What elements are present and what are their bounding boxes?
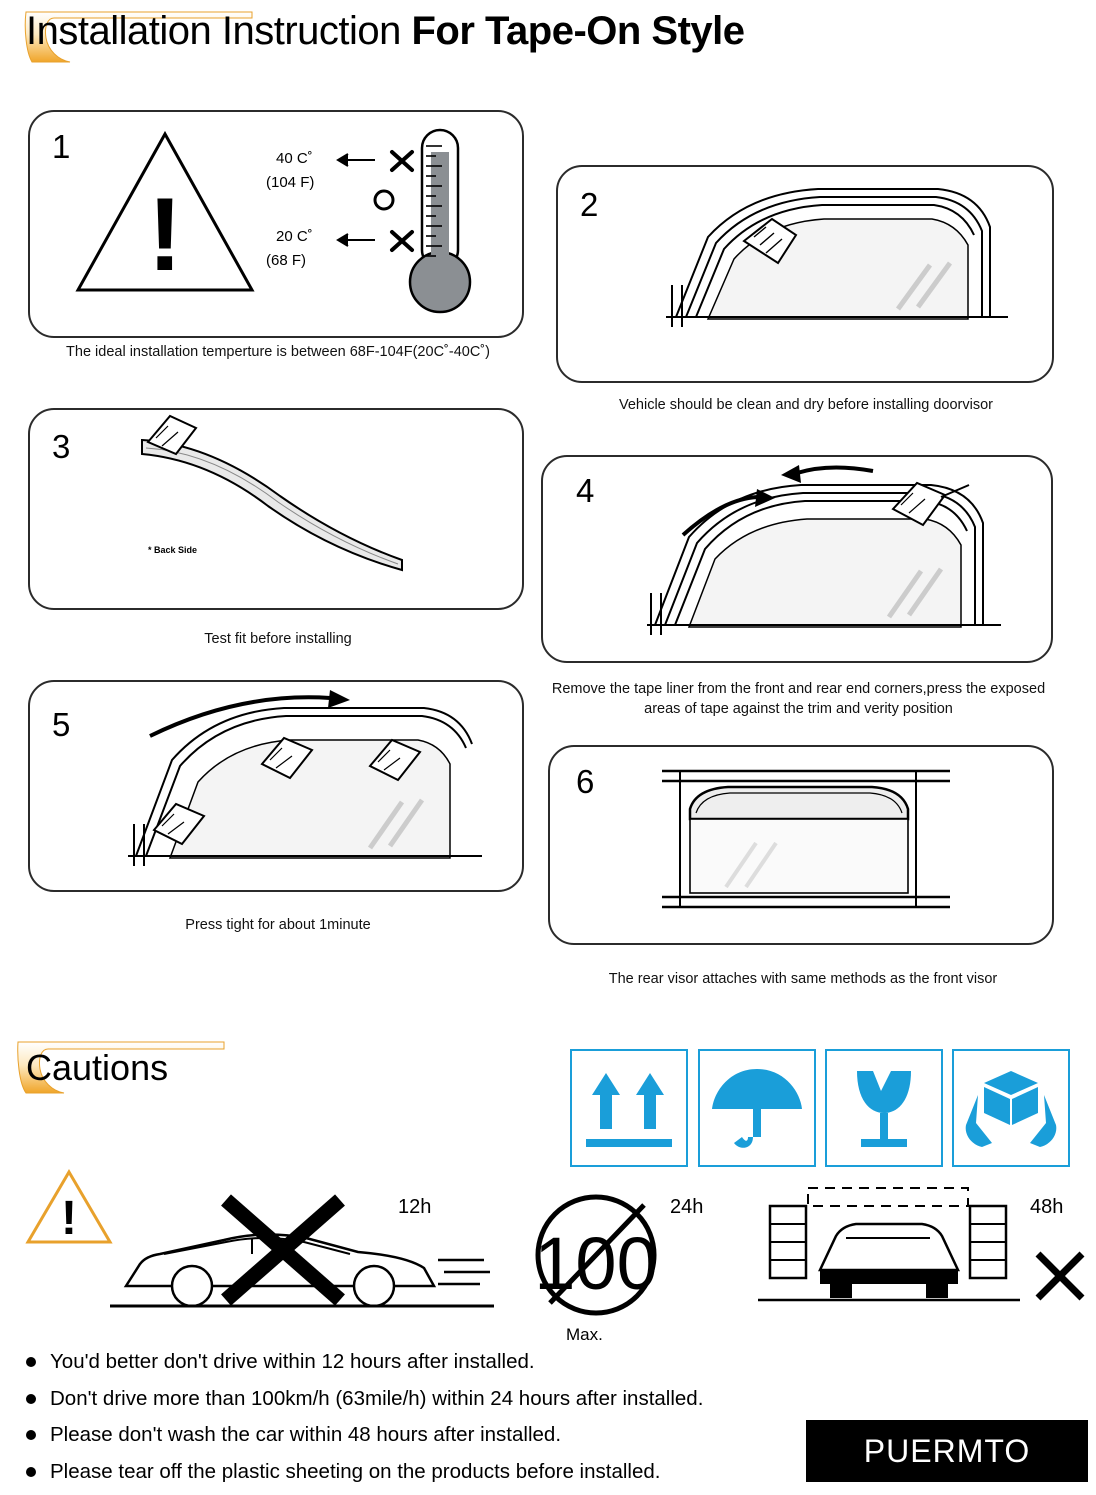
list-item (18, 1348, 1018, 1376)
speed-max-label: Max. (566, 1325, 603, 1344)
no-wash-x-icon (1032, 1248, 1088, 1304)
speed-limit-100-figure (520, 1185, 695, 1345)
step6-illustration (550, 747, 1052, 943)
step4-illustration (543, 457, 1051, 661)
step-caption-4: Remove the tape liner from the front and rear end corners,press the exposed areas of tape against the trim and verity position (551, 681, 1046, 717)
step-panel-5 (28, 680, 524, 892)
step-number-6: 6 (576, 763, 595, 800)
step-panel-2 (556, 165, 1054, 383)
step-caption-2: Vehicle should be clean and dry before installing doorvisor (618, 397, 993, 413)
svg-text:!: ! (147, 177, 183, 293)
bullet-dot-icon (26, 1394, 36, 1404)
step-panel-4 (541, 455, 1053, 663)
cautions-title: Cautions (26, 1047, 169, 1088)
page-title-part1: Installation Instruction (26, 9, 412, 53)
step-panel-1 (28, 110, 524, 338)
step-caption-1: The ideal installation temperture is between 68F-104F(20C˚-40C˚) (66, 344, 490, 360)
step-caption-3: Test fit before installing (204, 631, 352, 647)
this-way-up-icon (570, 1049, 688, 1167)
step2-illustration (558, 167, 1052, 381)
step-caption-5: Press tight for about 1minute (185, 917, 371, 933)
step1-temp-low-f: (68 F) (266, 252, 307, 269)
caution-48h-label: 48h (1030, 1196, 1064, 1218)
bullet-text: Don't drive more than 100km/h (63mile/h) within 24 hours after installed. (50, 1386, 704, 1410)
bullet-text: You'd better don't drive within 12 hours after installed. (50, 1350, 535, 1373)
step1-temp-high-c: 40 C˚ (276, 150, 313, 167)
bullet-dot-icon (26, 1430, 36, 1440)
step-number-5: 5 (52, 706, 71, 743)
step-panel-3 (28, 408, 524, 610)
caution-12h-label: 12h (398, 1196, 432, 1218)
step-panel-6 (548, 745, 1054, 945)
handle-with-care-icon (952, 1049, 1070, 1167)
list-item (18, 1385, 1018, 1413)
keep-dry-umbrella-icon (698, 1049, 816, 1167)
step1-temp-low-c: 20 C˚ (276, 228, 313, 245)
page-header (0, 0, 1096, 76)
bullet-dot-icon (26, 1467, 36, 1477)
step-caption-6: The rear visor attaches with same methods as the front visor (608, 971, 998, 987)
brand-logo: PUERMTO (806, 1420, 1088, 1482)
step-number-1: 1 (52, 128, 71, 165)
step3-back-side-label: * Back Side (148, 545, 198, 555)
no-driving-12h-figure (14, 1160, 514, 1325)
svg-text:!: ! (61, 1192, 77, 1245)
step5-illustration (30, 682, 522, 890)
step-number-3: 3 (52, 428, 71, 465)
speed-limit-value: 100 (534, 1222, 658, 1305)
step1-illustration (30, 112, 522, 336)
page-title (26, 9, 745, 54)
bullet-dot-icon (26, 1357, 36, 1367)
bullet-text: Please don't wash the car within 48 hours after installed. (50, 1423, 562, 1447)
step-number-4: 4 (576, 472, 595, 509)
fragile-glass-icon (825, 1049, 943, 1167)
step3-illustration (30, 410, 522, 608)
step-number-2: 2 (580, 186, 599, 223)
page-title-part2: For Tape-On Style (411, 9, 745, 53)
bullet-text: Please tear off the plastic sheeting on the products before installed. (50, 1460, 661, 1484)
step1-temp-high-f: (104 F) (266, 174, 315, 191)
caution-24h-label: 24h (670, 1196, 704, 1218)
